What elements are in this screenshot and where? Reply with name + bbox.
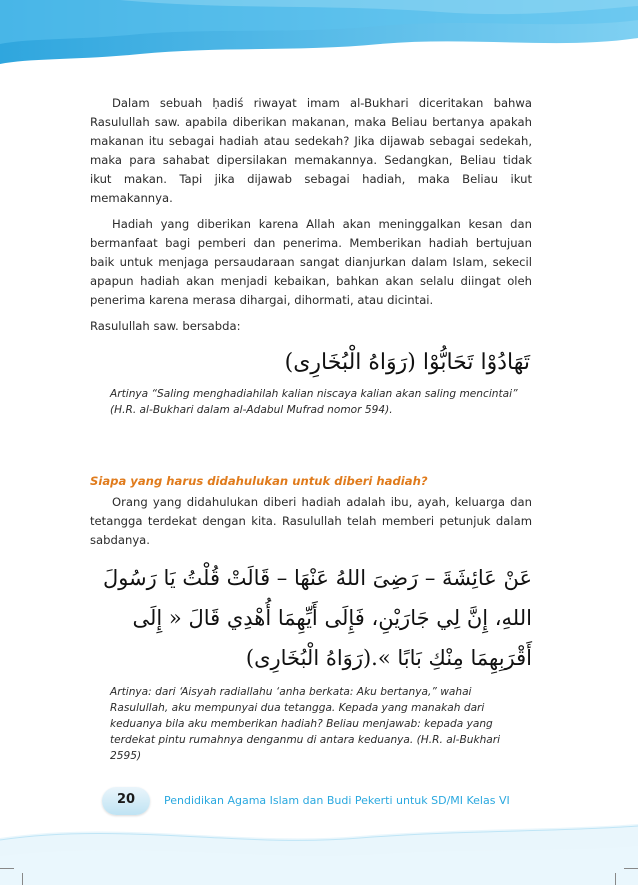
paragraph-rasulullah-said: Rasulullah saw. bersabda: (90, 319, 241, 333)
crop-mark (624, 868, 638, 869)
translation-hadith-2: Artinya: dari ‘Aisyah radiallahu ‘anha berkata: Aku bertanya,” wahai Rasulullah, aku mempunyai dua tetangga. Kepada yang manakah dari keduanya bila aku memberikan hadiah? Beliau menjawab: kepada yang terdekat pintu rumahnya denganmu di antara keduanya. (H.R. al-Bukhari 2595) (110, 686, 501, 762)
main-content (90, 94, 532, 764)
crop-mark (615, 873, 616, 885)
page-number: 20 (116, 792, 136, 807)
arabic-hadith-2: عَنْ عَائِشَةَ – رَضِىَ اللهُ عَنْهَا – قَالَتْ قُلْتُ يَا رَسُولَ اللهِ، إِنَّ لِي جَارَيْنِ، فَإِلَى أَيِّهِمَا أُهْدِي قَالَ « إِلَى أَقْرَبِهِمَا مِنْكِ بَابًا ».(رَوَاهُ الْبُخَارِى) (102, 566, 532, 670)
paragraph-who-first: Orang yang didahulukan diberi hadiah adalah ibu, ayah, keluarga dan tetangga terdekat dengan kita. Rasulullah telah memberi petunjuk dalam sabdanya. (90, 495, 532, 547)
top-banner-decoration (0, 0, 638, 70)
footer-book-title: Pendidikan Agama Islam dan Budi Pekerti untuk SD/MI Kelas VI (164, 794, 510, 807)
translation-hadith-1: Artinya “Saling menghadiahilah kalian niscaya kalian akan saling mencintai” (H.R. al-Bukhari dalam al-Adabul Mufrad nomor 594). (110, 388, 518, 416)
crop-mark (22, 873, 23, 885)
paragraph-hadith-intro: Dalam sebuah ḥadiś riwayat imam al-Bukhari diceritakan bahwa Rasulullah saw. apabila diberikan makanan, maka Beliau bertanya apakah makanan itu sebagai hadiah atau sedekah? Jika dijawab sebagai sedekah, maka para sahabat dipersilakan memakannya. Sedangkan, Beliau tidak ikut makan. Tapi jika dijawab sebagai hadiah, maka Beliau ikut memakannya. (90, 96, 532, 205)
paragraph-gift-meaning: Hadiah yang diberikan karena Allah akan meninggalkan kesan dan bermanfaat bagi pemberi dan penerima. Memberikan hadiah bertujuan baik untuk menjaga persaudaraan sangat dianjurkan dalam Islam, sekecil apapun hadiah akan menjadi kebaikan, bahkan akan selalu diingat oleh penerima karena merasa dihargai, dihormati, atau dicintai. (90, 217, 532, 307)
bottom-wave-decoration (0, 800, 638, 885)
crop-mark (0, 868, 14, 869)
page-number-badge (102, 787, 150, 815)
section-heading: Siapa yang harus didahulukan untuk diberi hadiah? (90, 474, 428, 488)
arabic-hadith-1: تَهَادُوْا تَحَابُّوْا (رَوَاهُ الْبُخَارِى) (284, 350, 530, 375)
